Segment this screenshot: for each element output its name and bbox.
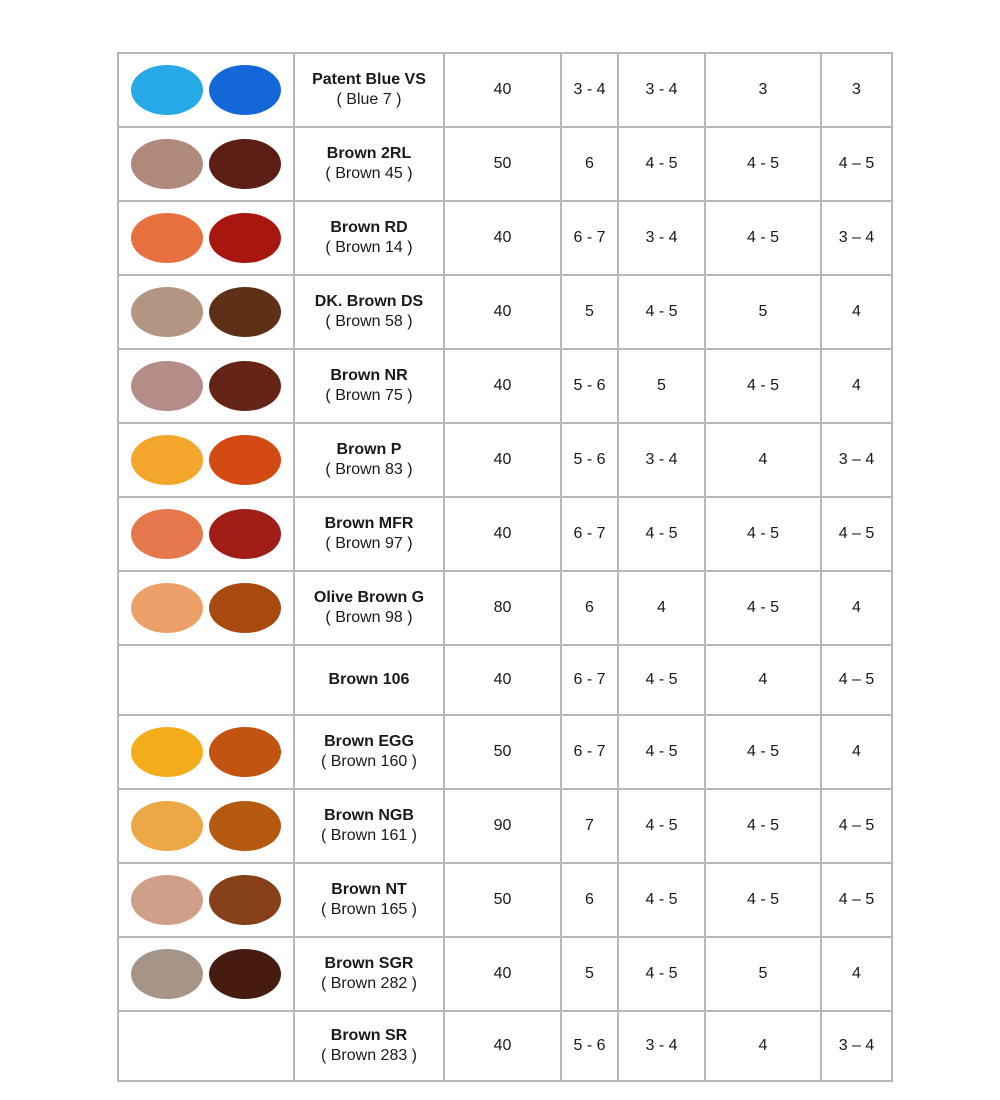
swatch-cell [118, 349, 294, 423]
light-shade-swatch [131, 213, 203, 263]
dye-name-cell [294, 937, 444, 1011]
swatch-cell [118, 423, 294, 497]
dye-name-cell [294, 53, 444, 127]
dark-shade-swatch [209, 727, 281, 777]
dye-name: Brown 2RL [326, 145, 412, 162]
light-shade-swatch [131, 583, 203, 633]
light-shade-swatch [131, 139, 203, 189]
value-cell-5: 3 – 4 [821, 201, 892, 275]
value-cell-3: 4 - 5 [618, 497, 705, 571]
value-cell-1: 40 [444, 201, 561, 275]
table-row [118, 645, 892, 715]
value-cell-3: 3 - 4 [618, 1011, 705, 1081]
value-cell-5: 4 – 5 [821, 497, 892, 571]
table-row [118, 937, 892, 1011]
table-row [118, 863, 892, 937]
value-cell-3: 4 - 5 [618, 645, 705, 715]
value-cell-1: 40 [444, 53, 561, 127]
table-row [118, 275, 892, 349]
color-index-name: ( Brown 165 ) [320, 901, 418, 918]
value-cell-2: 5 - 6 [561, 423, 618, 497]
value-cell-4: 4 - 5 [705, 497, 821, 571]
dye-name-cell [294, 127, 444, 201]
dye-name: Brown NGB [324, 807, 414, 824]
value-cell-5: 4 [821, 349, 892, 423]
value-cell-4: 4 - 5 [705, 349, 821, 423]
value-cell-4: 5 [705, 937, 821, 1011]
value-cell-1: 40 [444, 937, 561, 1011]
value-cell-4: 4 - 5 [705, 201, 821, 275]
swatch-cell [118, 127, 294, 201]
dye-name: DK. Brown DS [314, 293, 424, 310]
color-swatches [119, 361, 293, 411]
value-cell-2: 6 - 7 [561, 715, 618, 789]
value-cell-5: 4 – 5 [821, 645, 892, 715]
value-cell-5: 3 – 4 [821, 423, 892, 497]
table-row [118, 1011, 892, 1081]
value-cell-4: 4 [705, 1011, 821, 1081]
light-shade-swatch [131, 727, 203, 777]
value-cell-3: 4 - 5 [618, 789, 705, 863]
light-shade-swatch [131, 361, 203, 411]
value-cell-2: 5 - 6 [561, 1011, 618, 1081]
value-cell-4: 4 - 5 [705, 715, 821, 789]
table-row [118, 127, 892, 201]
value-cell-5: 4 – 5 [821, 127, 892, 201]
table-row [118, 201, 892, 275]
value-cell-3: 4 [618, 571, 705, 645]
swatch-cell [118, 53, 294, 127]
value-cell-5: 4 [821, 715, 892, 789]
dye-name: Brown RD [330, 219, 408, 236]
dye-name-cell [294, 1011, 444, 1081]
dye-name: Patent Blue VS [312, 71, 426, 88]
dye-name-cell [294, 863, 444, 937]
color-index-name: ( Brown 282 ) [320, 975, 418, 992]
swatch-cell [118, 863, 294, 937]
table-body [118, 53, 892, 1081]
color-index-name: ( Brown 14 ) [325, 239, 413, 256]
color-swatches [119, 65, 293, 115]
value-cell-1: 50 [444, 715, 561, 789]
value-cell-2: 5 [561, 275, 618, 349]
value-cell-2: 6 - 7 [561, 645, 618, 715]
color-index-name: ( Brown 45 ) [325, 165, 413, 182]
dark-shade-swatch [209, 875, 281, 925]
dark-shade-swatch [209, 801, 281, 851]
value-cell-1: 80 [444, 571, 561, 645]
dye-name: Brown MFR [324, 515, 414, 532]
value-cell-2: 6 - 7 [561, 497, 618, 571]
value-cell-1: 40 [444, 1011, 561, 1081]
value-cell-1: 50 [444, 127, 561, 201]
dark-shade-swatch [209, 287, 281, 337]
table-row [118, 497, 892, 571]
value-cell-1: 40 [444, 275, 561, 349]
value-cell-4: 4 - 5 [705, 789, 821, 863]
dark-shade-swatch [209, 361, 281, 411]
dye-name-cell [294, 423, 444, 497]
dye-fastness-table [117, 52, 893, 1082]
value-cell-1: 50 [444, 863, 561, 937]
color-index-name: ( Blue 7 ) [336, 91, 402, 108]
value-cell-5: 4 [821, 937, 892, 1011]
dye-name: Olive Brown G [313, 589, 425, 606]
table-row [118, 349, 892, 423]
value-cell-4: 4 [705, 423, 821, 497]
value-cell-2: 5 [561, 937, 618, 1011]
color-swatches [119, 875, 293, 925]
value-cell-1: 40 [444, 349, 561, 423]
value-cell-4: 3 [705, 53, 821, 127]
color-swatches [119, 213, 293, 263]
value-cell-5: 3 – 4 [821, 1011, 892, 1081]
value-cell-3: 3 - 4 [618, 423, 705, 497]
value-cell-5: 4 – 5 [821, 789, 892, 863]
value-cell-3: 4 - 5 [618, 127, 705, 201]
dye-name-cell [294, 789, 444, 863]
value-cell-1: 40 [444, 645, 561, 715]
color-swatches [119, 435, 293, 485]
dye-name-cell [294, 497, 444, 571]
value-cell-4: 4 - 5 [705, 863, 821, 937]
dark-shade-swatch [209, 213, 281, 263]
dark-shade-swatch [209, 583, 281, 633]
table-row [118, 789, 892, 863]
table-row [118, 53, 892, 127]
value-cell-2: 6 - 7 [561, 201, 618, 275]
value-cell-5: 3 [821, 53, 892, 127]
swatch-cell [118, 715, 294, 789]
value-cell-2: 6 [561, 127, 618, 201]
value-cell-3: 3 - 4 [618, 201, 705, 275]
dark-shade-swatch [209, 65, 281, 115]
dye-name-cell [294, 349, 444, 423]
color-index-name: ( Brown 160 ) [320, 753, 418, 770]
dark-shade-swatch [209, 509, 281, 559]
light-shade-swatch [131, 509, 203, 559]
value-cell-2: 7 [561, 789, 618, 863]
dark-shade-swatch [209, 949, 281, 999]
value-cell-3: 4 - 5 [618, 715, 705, 789]
value-cell-2: 5 - 6 [561, 349, 618, 423]
swatch-cell [118, 789, 294, 863]
dye-name: Brown EGG [324, 733, 414, 750]
dye-name: Brown P [336, 441, 402, 458]
dye-name-cell [294, 645, 444, 715]
dye-name: Brown SR [330, 1027, 408, 1044]
value-cell-5: 4 – 5 [821, 863, 892, 937]
value-cell-4: 4 - 5 [705, 571, 821, 645]
swatch-cell [118, 497, 294, 571]
swatch-cell [118, 645, 294, 715]
dye-name-cell [294, 715, 444, 789]
dye-name-cell [294, 201, 444, 275]
value-cell-1: 40 [444, 423, 561, 497]
dye-name-cell [294, 571, 444, 645]
color-swatches [119, 949, 293, 999]
light-shade-swatch [131, 65, 203, 115]
light-shade-swatch [131, 801, 203, 851]
light-shade-swatch [131, 875, 203, 925]
dye-name: Brown SGR [324, 955, 414, 972]
color-index-name: ( Brown 283 ) [320, 1047, 418, 1064]
color-index-name: ( Brown 83 ) [325, 461, 413, 478]
light-shade-swatch [131, 435, 203, 485]
color-index-name: ( Brown 97 ) [325, 535, 413, 552]
value-cell-4: 4 - 5 [705, 127, 821, 201]
color-swatches [119, 139, 293, 189]
swatch-cell [118, 937, 294, 1011]
value-cell-2: 6 [561, 571, 618, 645]
value-cell-3: 4 - 5 [618, 937, 705, 1011]
color-index-name: ( Brown 75 ) [325, 387, 413, 404]
color-swatches [119, 509, 293, 559]
value-cell-3: 4 - 5 [618, 863, 705, 937]
swatch-cell [118, 201, 294, 275]
value-cell-2: 6 [561, 863, 618, 937]
value-cell-4: 4 [705, 645, 821, 715]
dye-name: Brown NR [330, 367, 408, 384]
swatch-cell [118, 1011, 294, 1081]
value-cell-4: 5 [705, 275, 821, 349]
dye-name-cell [294, 275, 444, 349]
table-row [118, 715, 892, 789]
value-cell-3: 5 [618, 349, 705, 423]
color-index-name: ( Brown 98 ) [325, 609, 413, 626]
light-shade-swatch [131, 287, 203, 337]
dark-shade-swatch [209, 435, 281, 485]
value-cell-3: 4 - 5 [618, 275, 705, 349]
color-index-name: ( Brown 161 ) [320, 827, 418, 844]
swatch-cell [118, 275, 294, 349]
light-shade-swatch [131, 949, 203, 999]
value-cell-3: 3 - 4 [618, 53, 705, 127]
dye-name: Brown 106 [328, 671, 410, 688]
dye-name: Brown NT [331, 881, 407, 898]
color-swatches [119, 287, 293, 337]
table-row [118, 423, 892, 497]
value-cell-5: 4 [821, 275, 892, 349]
color-swatches [119, 727, 293, 777]
color-swatches [119, 801, 293, 851]
table-row [118, 571, 892, 645]
dark-shade-swatch [209, 139, 281, 189]
value-cell-1: 90 [444, 789, 561, 863]
value-cell-1: 40 [444, 497, 561, 571]
color-swatches [119, 583, 293, 633]
color-index-name: ( Brown 58 ) [325, 313, 413, 330]
value-cell-2: 3 - 4 [561, 53, 618, 127]
value-cell-5: 4 [821, 571, 892, 645]
swatch-cell [118, 571, 294, 645]
